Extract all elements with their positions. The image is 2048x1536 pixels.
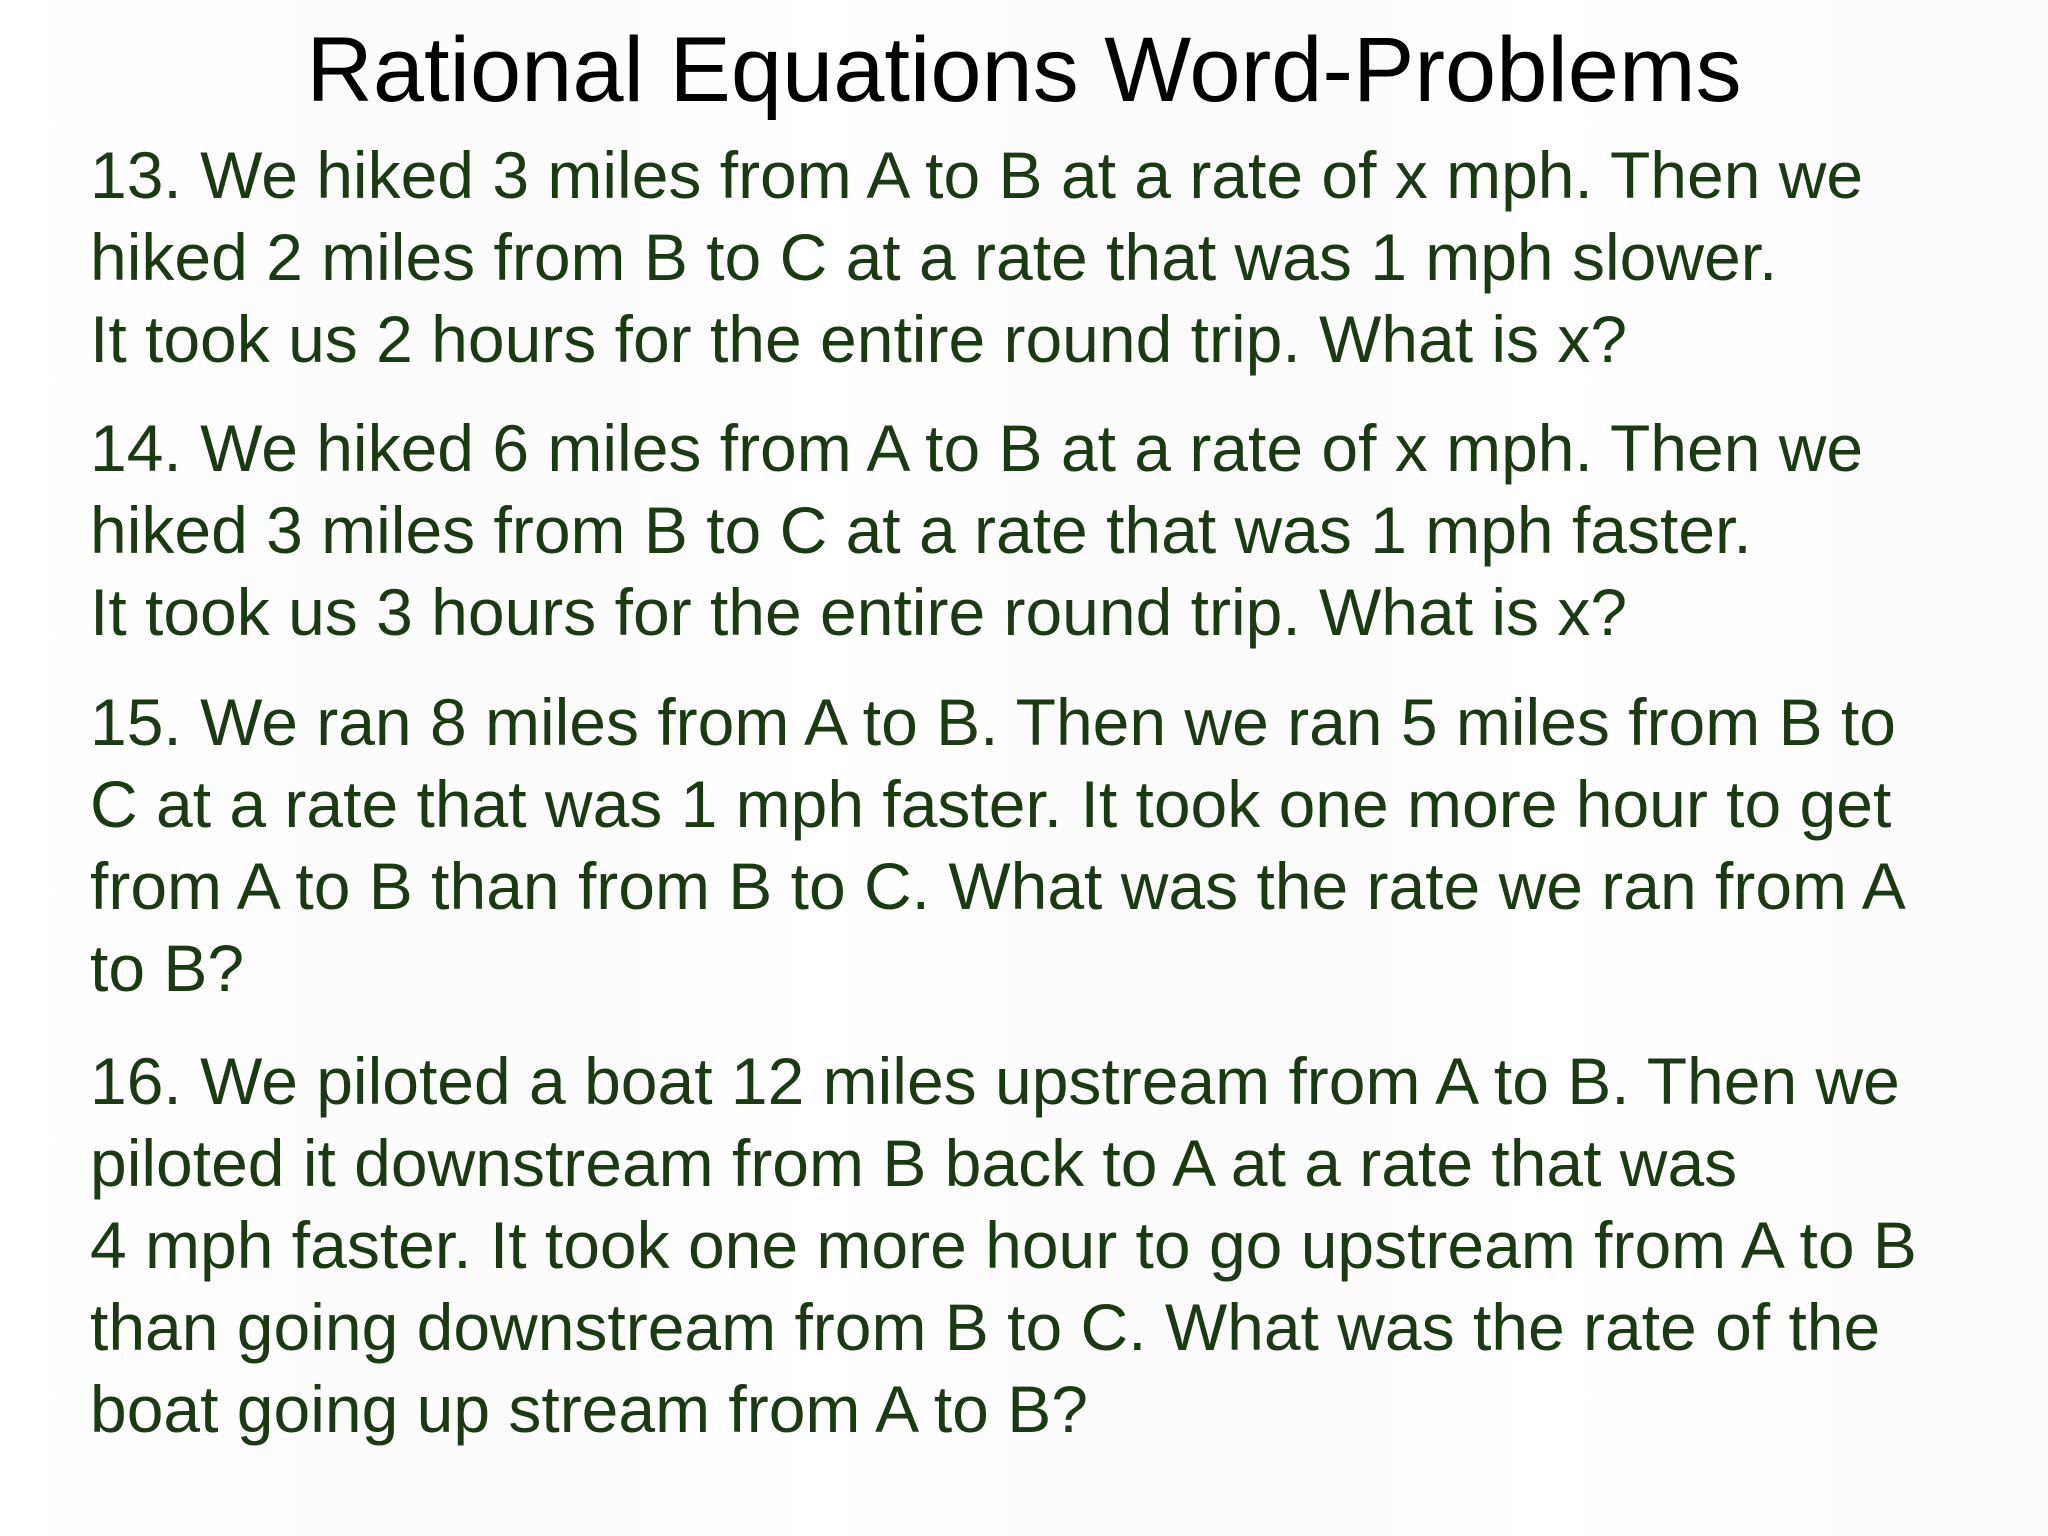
problem-14 xyxy=(90,407,2020,653)
problem-line: 14. We hiked 6 miles from A to B at a rate of x mph. Then we xyxy=(90,411,1864,485)
problem-line: 13. We hiked 3 miles from A to B at a rate of x mph. Then we xyxy=(90,138,1864,212)
problem-line: than going downstream from B to C. What was the rate of the xyxy=(90,1290,1881,1364)
problem-line: It took us 3 hours for the entire round trip. What is x? xyxy=(90,575,1628,649)
problem-15 xyxy=(90,681,2020,1009)
problem-line: It took us 2 hours for the entire round trip. What is x? xyxy=(90,302,1628,376)
problem-13 xyxy=(90,134,2020,380)
problem-line: 4 mph faster. It took one more hour to go upstream from A to B xyxy=(90,1208,1917,1282)
problem-line: C at a rate that was 1 mph faster. It took one more hour to get xyxy=(90,767,1892,841)
slide-title: Rational Equations Word-Problems xyxy=(306,19,1742,121)
problem-line: to B? xyxy=(90,931,245,1005)
problem-line: hiked 3 miles from B to C at a rate that was 1 mph faster. xyxy=(90,493,1752,567)
problem-line: boat going up stream from A to B? xyxy=(90,1372,1088,1446)
problem-line: hiked 2 miles from B to C at a rate that was 1 mph slower. xyxy=(90,220,1778,294)
problem-16 xyxy=(90,1040,2020,1450)
problem-line: from A to B than from B to C. What was the rate we ran from A xyxy=(90,849,1906,923)
problem-line: 15. We ran 8 miles from A to B. Then we ran 5 miles from B to xyxy=(90,685,1896,759)
problem-line: 16. We piloted a boat 12 miles upstream from A to B. Then we xyxy=(90,1044,1900,1118)
problem-line: piloted it downstream from B back to A at a rate that was xyxy=(90,1126,1738,1200)
